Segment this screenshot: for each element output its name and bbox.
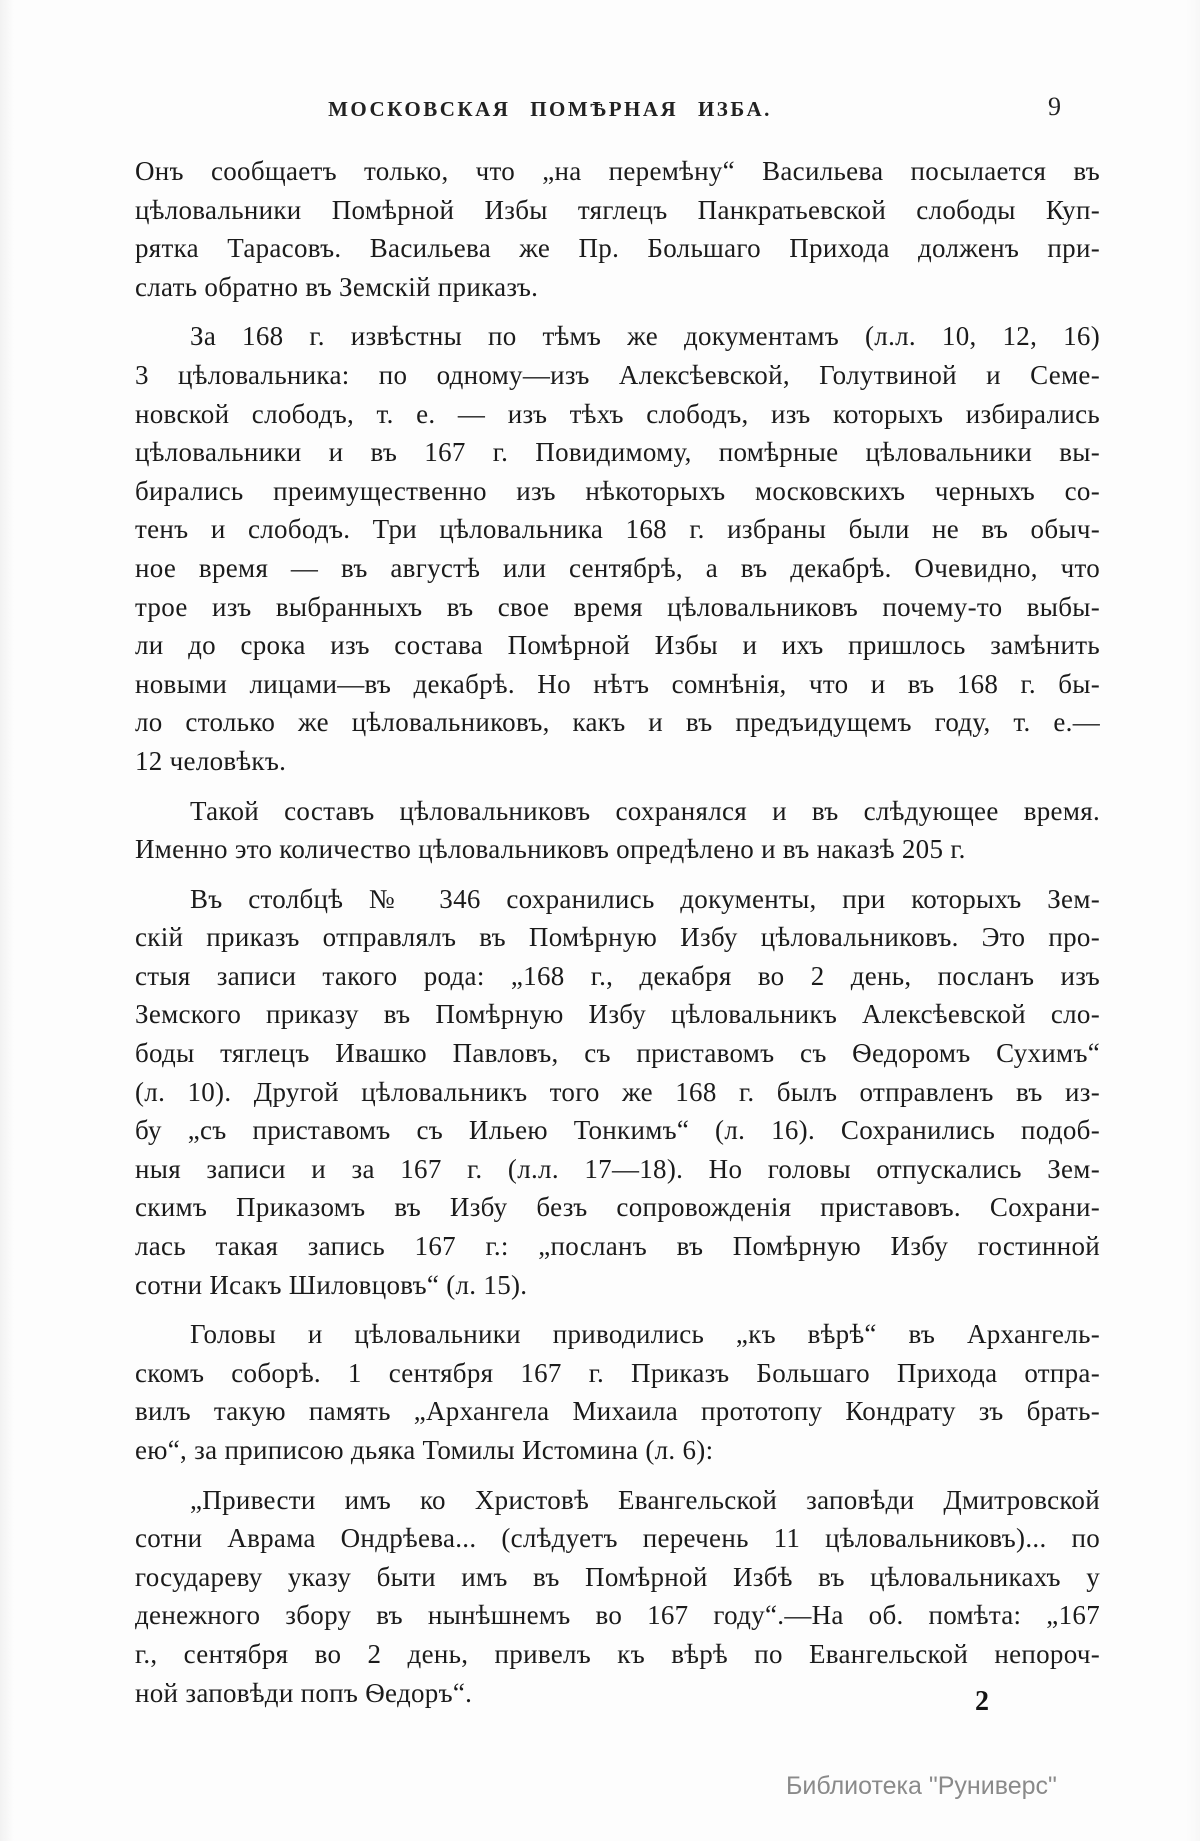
text-line: 12 человѣкъ.: [135, 745, 287, 776]
paragraph: [135, 1315, 1100, 1469]
text-line: ное время — въ августѣ или сентябрѣ, а въ декабрѣ. Очевидно, что: [135, 552, 1100, 583]
text-line: сотни Аврама Ондрѣева... (слѣдуетъ перечень 11 цѣловальниковъ)... по: [135, 1523, 1100, 1554]
text-line: бирались преимущественно изъ нѣкоторыхъ московскихъ черныхъ со-: [135, 475, 1100, 506]
text-line: государеву указу быти имъ въ Помѣрной Избѣ въ цѣловальникахъ у: [135, 1561, 1100, 1592]
text-line: цѣловальники и въ 167 г. Повидимому, помѣрные цѣловальники вы-: [135, 437, 1100, 468]
text-line: лась такая запись 167 г.: „посланъ въ Помѣрную Избу гостинной: [135, 1231, 1100, 1262]
paragraph: [135, 1481, 1100, 1713]
text-line: ныя записи и за 167 г. (л.л. 17—18). Но головы отпускались Зем-: [135, 1153, 1100, 1184]
text-line: новыми лицами—въ декабрѣ. Но нѣтъ сомнѣнія, что и въ 168 г. бы-: [135, 668, 1100, 699]
text-line: Именно это количество цѣловальниковъ опредѣлено и въ наказѣ 205 г.: [135, 834, 966, 865]
text-line: ло столько же цѣловальниковъ, какъ и въ предъидущемъ году, т. е.—: [135, 707, 1100, 738]
paragraph: [135, 317, 1100, 780]
text-line: скій приказъ отправлялъ въ Помѣрную Избу цѣловальниковъ. Это про-: [135, 922, 1100, 953]
text-line: боды тяглецъ Ивашко Павловъ, съ приставомъ съ Ѳедоромъ Сухимъ“: [135, 1038, 1100, 1069]
text-line: рятка Тарасовъ. Васильева же Пр. Большаго Прихода долженъ при-: [135, 233, 1100, 264]
paragraph: [135, 152, 1100, 306]
text-line: Земского приказу въ Помѣрную Избу цѣловальникъ Алексѣевской сло-: [135, 999, 1100, 1030]
text-line: стыя записи такого рода: „168 г., декабря во 2 день, посланъ изъ: [135, 960, 1100, 991]
text-line: 3 цѣловальника: по одному—изъ Алексѣевской, Голутвиной и Семе-: [135, 359, 1100, 390]
text-line: За 168 г. извѣстны по тѣмъ же документамъ (л.л. 10, 12, 16): [190, 321, 1100, 352]
running-head-title: МОСКОВСКАЯ ПОМѢРНАЯ ИЗБА.: [328, 97, 772, 121]
text-line: Онъ сообщаетъ только, что „на перемѣну“ Васильева посылается въ: [135, 156, 1100, 186]
text-line: Въ столбцѣ № 346 сохранились документы, при которыхъ Зем-: [190, 883, 1100, 914]
text-block: [135, 152, 1100, 1712]
text-line: денежного збору въ нынѣшнемъ во 167 году“.—На об. помѣта: „167: [135, 1600, 1100, 1631]
text-line: слать обратно въ Земскій приказъ.: [135, 271, 539, 302]
text-line: ли до срока изъ состава Помѣрной Избы и ихъ пришлось замѣнить: [135, 630, 1100, 661]
text-line: „Привести имъ ко Христовѣ Евангельской заповѣди Дмитровской: [190, 1484, 1100, 1515]
text-line: (л. 10). Другой цѣловальникъ того же 168 г. былъ отправленъ въ из-: [135, 1076, 1100, 1107]
paragraph: [135, 792, 1100, 869]
watermark: Библиотека "Руниверс": [786, 1772, 1057, 1800]
text-line: ею“, за приписою дьяка Томилы Истомина (л. 6):: [135, 1435, 714, 1465]
text-line: Головы и цѣловальники приводились „къ вѣрѣ“ въ Архангель-: [190, 1319, 1100, 1350]
text-line: Такой составъ цѣловальниковъ сохранялся и въ слѣдующее время.: [190, 795, 1100, 826]
text-line: цѣловальники Помѣрной Избы тяглецъ Панкратьевской слободы Куп-: [135, 194, 1100, 225]
text-line: ной заповѣди попъ Ѳедоръ“.: [135, 1677, 473, 1708]
text-line: тенъ и слободъ. Три цѣловальника 168 г. избраны были не въ обыч-: [135, 514, 1100, 545]
text-line: г., сентября во 2 день, привелъ къ вѣрѣ по Евангельской непороч-: [135, 1638, 1100, 1669]
text-line: новской слободъ, т. е. — изъ тѣхъ слободъ, изъ которыхъ избирались: [135, 398, 1100, 429]
text-line: скимъ Приказомъ въ Избу безъ сопровожденія приставовъ. Сохрани-: [135, 1192, 1100, 1223]
page-number: 9: [1048, 92, 1061, 121]
text-line: сотни Исакъ Шиловцовъ“ (л. 15).: [135, 1269, 528, 1300]
text-line: вилъ такую память „Архангела Михаила прототопу Кондрату зъ брать-: [135, 1396, 1100, 1427]
text-line: трое изъ выбранныхъ въ свое время цѣловальниковъ почему-то выбы-: [135, 591, 1100, 622]
text-line: бу „съ приставомъ съ Ильею Тонкимъ“ (л. 16). Сохранились подоб-: [135, 1115, 1100, 1146]
signature-mark: 2: [975, 1686, 989, 1717]
text-line: скомъ соборѣ. 1 сентября 167 г. Приказъ Большаго Прихода отпра-: [135, 1357, 1100, 1388]
paragraph: [135, 880, 1100, 1305]
